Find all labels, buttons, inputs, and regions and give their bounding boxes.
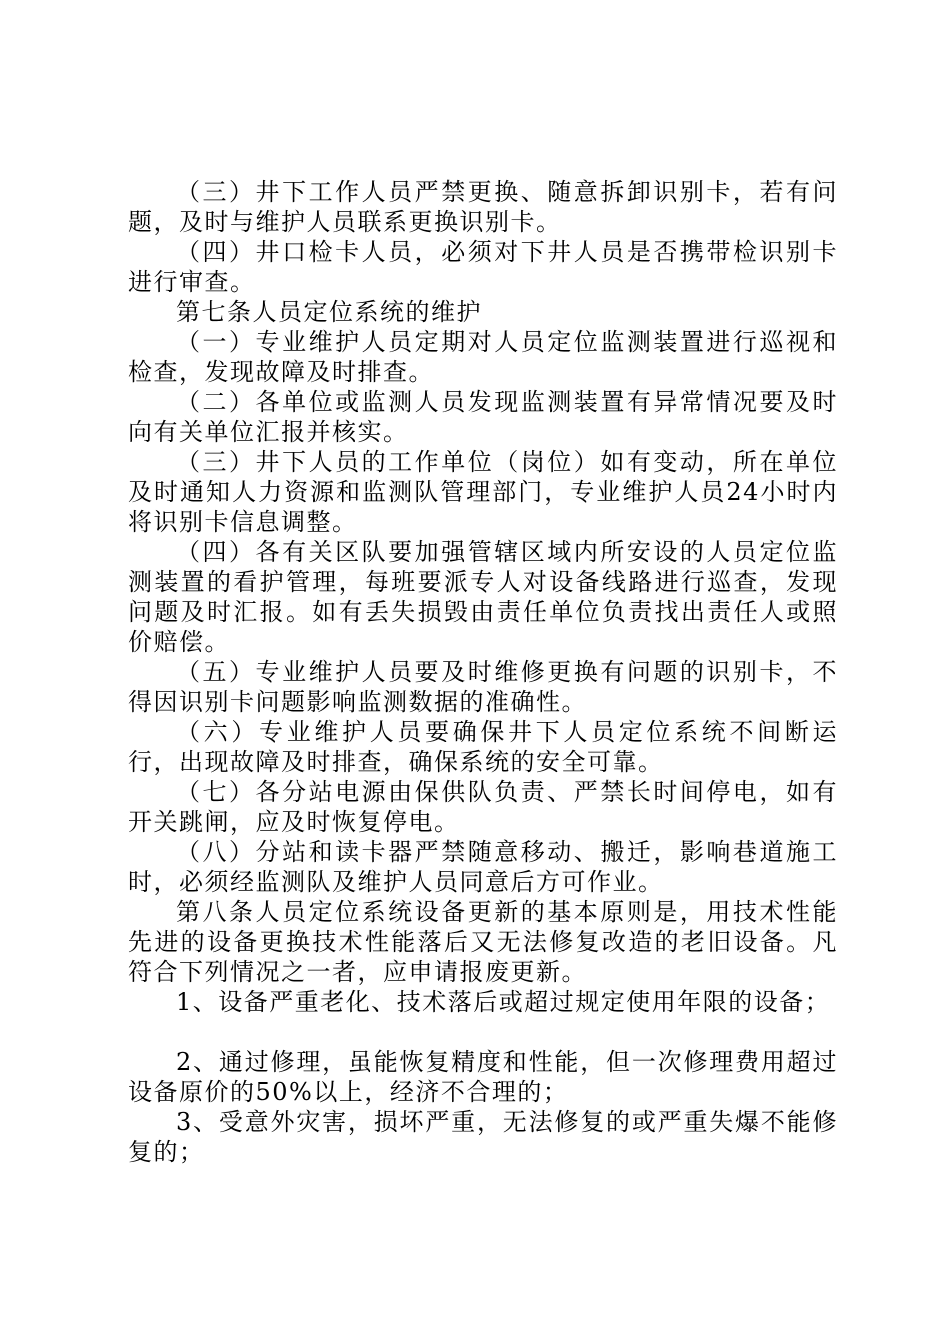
article-7-heading: 第七条人员定位系统的维护 <box>176 298 482 326</box>
paragraph-4-card-check: （四）井口检卡人员，必须对下井人员是否携带检识别卡进行审查。 <box>128 238 838 296</box>
article-8-condition-1: 1、设备严重老化、技术落后或超过规定使用年限的设备； <box>176 988 831 1016</box>
article-7-item-7: （七）各分站电源由保供队负责、严禁长时间停电，如有开关跳闸，应及时恢复停电。 <box>128 778 838 836</box>
article-7-item-5: （五）专业维护人员要及时维修更换有问题的识别卡，不得因识别卡问题影响监测数据的准确性。 <box>128 658 838 716</box>
document-page <box>128 177 838 1167</box>
article-7-item-6: （六）专业维护人员要确保井下人员定位系统不间断运行，出现故障及时排查，确保系统的安全可靠。 <box>128 718 838 776</box>
article-7-item-4: （四）各有关区队要加强管辖区域内所安设的人员定位监测装置的看护管理，每班要派专人对设备线路进行巡查，发现问题及时汇报。如有丢失损毁由责任单位负责找出责任人或照价赔偿。 <box>128 538 838 656</box>
blank-line <box>128 1017 838 1047</box>
article-7-item-3: （三）井下人员的工作单位（岗位）如有变动，所在单位及时通知人力资源和监测队管理部门，专业维护人员24小时内将识别卡信息调整。 <box>128 448 838 536</box>
article-8-paragraph: 第八条人员定位系统设备更新的基本原则是，用技术性能先进的设备更换技术性能落后又无法修复改造的老旧设备。凡符合下列情况之一者，应申请报废更新。 <box>128 898 838 986</box>
article-7-item-8: （八）分站和读卡器严禁随意移动、搬迁，影响巷道施工时，必须经监测队及维护人员同意后方可作业。 <box>128 838 838 896</box>
paragraph-3-card-rule: （三）井下工作人员严禁更换、随意拆卸识别卡，若有问题，及时与维护人员联系更换识别卡。 <box>128 178 838 236</box>
article-7-item-2: （二）各单位或监测人员发现监测装置有异常情况要及时向有关单位汇报并核实。 <box>128 388 838 446</box>
article-8-condition-3: 3、受意外灾害，损坏严重，无法修复的或严重失爆不能修复的； <box>128 1108 838 1166</box>
article-8-condition-2: 2、通过修理，虽能恢复精度和性能，但一次修理费用超过设备原价的50%以上，经济不合理的； <box>128 1048 838 1106</box>
article-7-item-1: （一）专业维护人员定期对人员定位监测装置进行巡视和检查，发现故障及时排查。 <box>128 328 838 386</box>
